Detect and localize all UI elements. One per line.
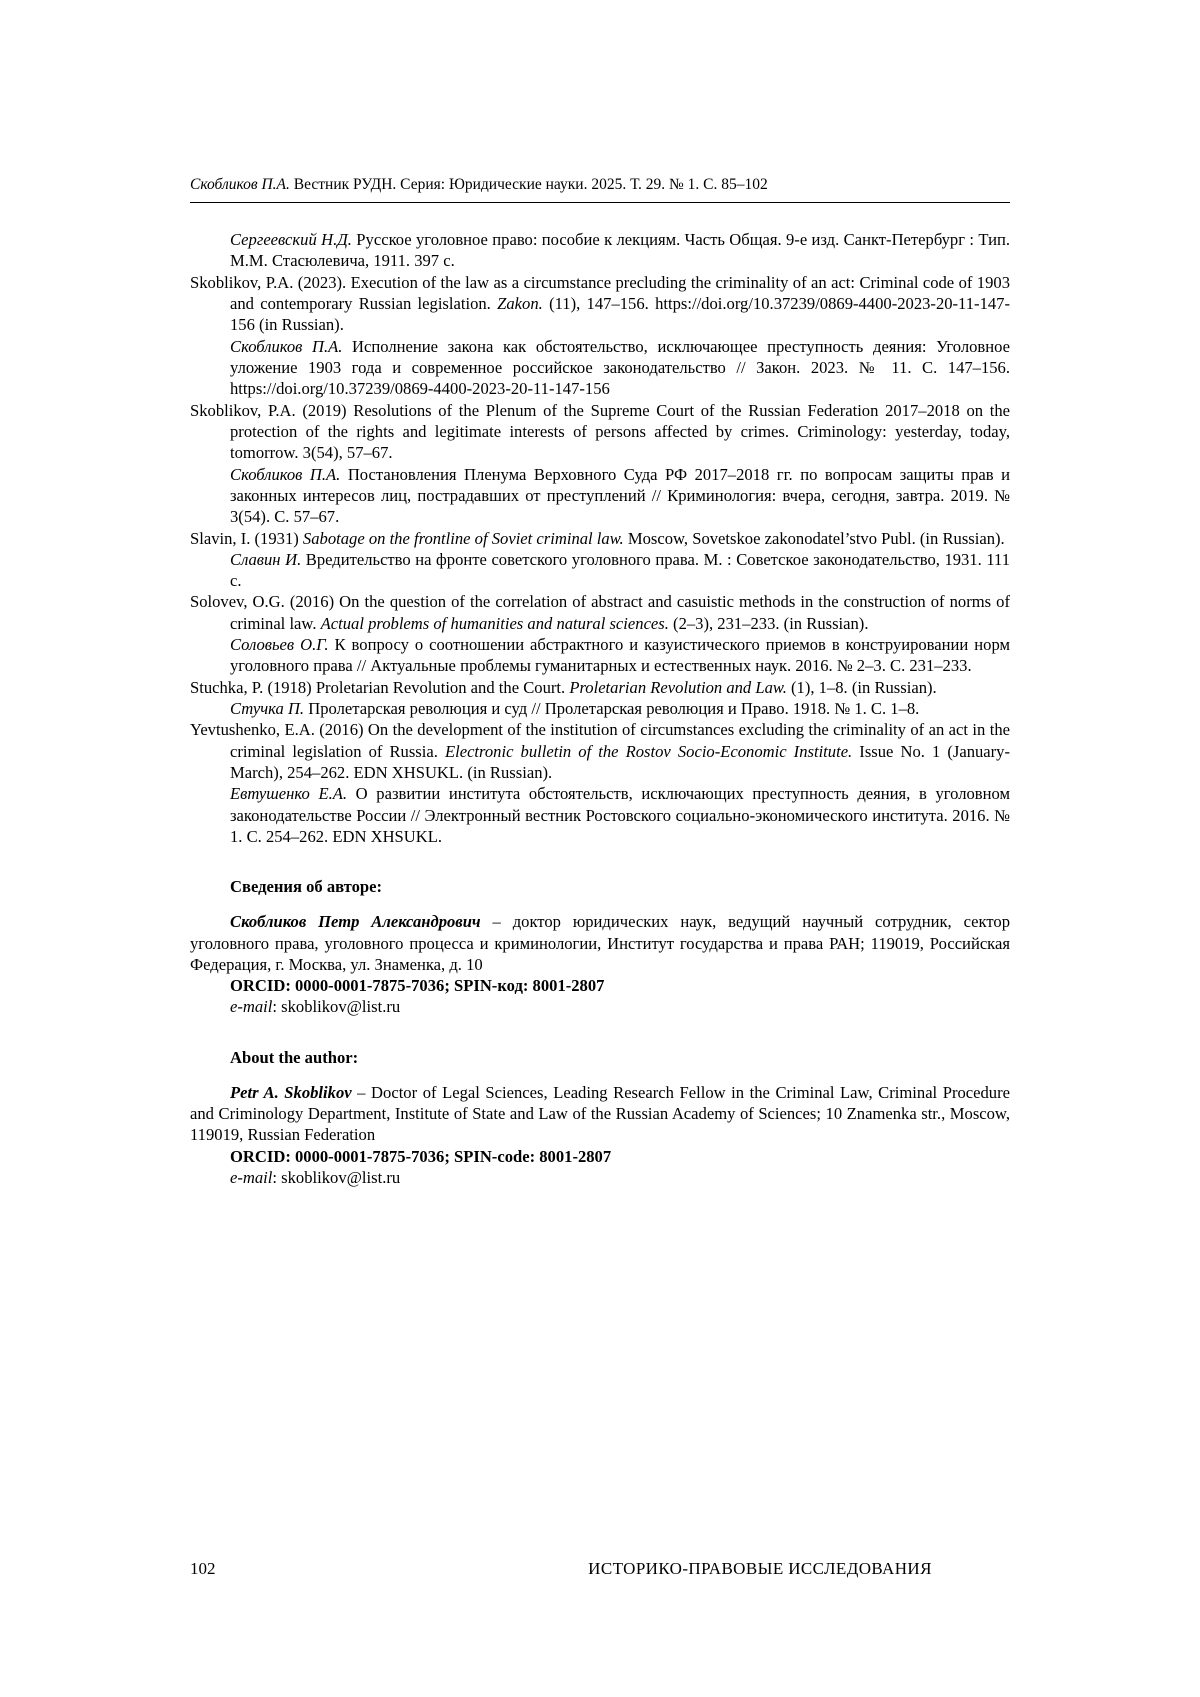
reference-item xyxy=(190,634,1010,677)
running-head-author: Скобликов П.А. xyxy=(190,176,290,193)
reference-list xyxy=(190,229,1010,847)
author-en-name: Petr A. Skoblikov xyxy=(230,1082,352,1102)
author-info-ru xyxy=(190,911,1010,1018)
reference-item xyxy=(190,783,1010,847)
reference-tail: Moscow, Sovetskoe zakonodatel’stvo Publ. (in Russian). xyxy=(623,528,1005,548)
reference-author: Стучка П. xyxy=(230,699,305,719)
author-ru-orcid: ORCID: 0000-0001-7875-7036; SPIN-код: 8001-2807 xyxy=(230,976,605,996)
author-info-en xyxy=(190,1082,1010,1189)
reference-text: К вопросу о соотношении абстрактного и казуистического приемов в конструировании норм уголовного права // Актуальные проблемы гуманитарных и естественных наук. 2016. № 2–3. С. 231–233. xyxy=(230,635,1010,676)
reference-text: Постановления Пленума Верховного Суда РФ 2017–2018 гг. по вопросам защиты прав и законных интересов лиц, пострадавших от преступлений // Криминология: вчера, сегодня, завтра. 2019. № 3(54). С. 57–67. xyxy=(230,464,1011,527)
email-value: : skoblikov@list.ru xyxy=(272,997,401,1017)
reference-item xyxy=(190,677,1010,698)
reference-source: Zakon. xyxy=(497,294,543,314)
reference-source: Actual problems of humanities and natural sciences. xyxy=(320,613,669,633)
reference-item xyxy=(190,464,1010,528)
page-footer xyxy=(190,1559,1010,1579)
reference-author: Соловьев О.Г. xyxy=(230,635,329,655)
reference-text: Вредительство на фронте советского уголовного права. М. : Советское законодательство, 1931. 111 с. xyxy=(230,549,1010,591)
author-en-description: – Doctor of Legal Sciences, Leading Research Fellow in the Criminal Law, Criminal Procedure and Criminology Department, Institute of State and Law of the Russian Academy of Sciences; 10 Znamenka str., Moscow, 119019, Russian Federation xyxy=(190,1082,1010,1145)
reference-tail: (1), 1–8. (in Russian). xyxy=(786,677,937,697)
reference-item xyxy=(190,272,1010,336)
reference-author: Скобликов П.А. xyxy=(230,464,341,484)
reference-text: Skoblikov, P.A. (2019) Resolutions of the Plenum of the Supreme Court of the Russian Federation 2017–2018 on the protection of the rights and legitimate interests of persons affected by crimes. Criminology: yesterday, today, tomorrow. 3(54), 57–67. xyxy=(190,400,1010,463)
reference-text: Stuchka, P. (1918) Proletarian Revolution and the Court. xyxy=(190,677,570,697)
reference-author: Славин И. xyxy=(230,549,302,569)
author-info-heading-en: About the author: xyxy=(230,1047,359,1067)
footer-section-title: ИСТОРИКО-ПРАВОВЫЕ ИССЛЕДОВАНИЯ xyxy=(588,1559,932,1578)
reference-source: Electronic bulletin of the Rostov Socio-Economic Institute. xyxy=(444,741,853,761)
reference-text: Skoblikov, P.A. (2023). Execution of the law as a circumstance precluding the criminality of an act: Criminal code of 1903 and contemporary Russian legislation. xyxy=(190,272,1010,314)
reference-author: Сергеевский Н.Д. xyxy=(230,230,352,250)
running-head xyxy=(190,175,1010,203)
author-ru-name: Скобликов Петр Александрович xyxy=(230,912,481,932)
page-number: 102 xyxy=(190,1559,216,1578)
reference-author: Евтушенко Е.А. xyxy=(230,784,348,804)
reference-text: Slavin, I. (1931) xyxy=(190,528,303,548)
reference-item xyxy=(190,336,1010,400)
author-en-paragraph xyxy=(190,1082,1010,1146)
reference-text: Yevtushenko, E.A. (2016) On the development of the institution of circumstances excluding the criminality of an act in the criminal legislation of Russia. xyxy=(190,720,1010,761)
reference-text: О развитии института обстоятельств, исключающих преступность деяния, в уголовном законодательстве России // Электронный вестник Ростовского социально-экономического института. 2016. № 1. С. 254–262. EDN XHSUKL. xyxy=(230,784,1010,846)
author-ru-paragraph xyxy=(190,911,1010,975)
author-ru-description: – доктор юридических наук, ведущий научный сотрудник, сектор уголовного права, уголовного процесса и криминологии, Институт государства и права РАН; 119019, Российская Федерация, г. Москва, ул. Знаменка, д. 10 xyxy=(190,912,1010,974)
author-info-heading-ru: Сведения об авторе: xyxy=(230,877,383,897)
reference-item xyxy=(190,549,1010,592)
reference-text: Русское уголовное право: пособие к лекциям. Часть Общая. 9-е изд. Санкт-Петербург : Тип. М.М. Стасюлевича, 1911. 397 с. xyxy=(230,230,1010,271)
email-value: : skoblikov@list.ru xyxy=(272,1168,401,1188)
running-head-rest: Вестник РУДН. Серия: Юридические науки. 2025. Т. 29. № 1. С. 85–102 xyxy=(289,176,768,193)
reference-tail: (2–3), 231–233. (in Russian). xyxy=(668,613,869,633)
email-label: e-mail xyxy=(230,1168,273,1188)
author-en-orcid: ORCID: 0000-0001-7875-7036; SPIN-code: 8001-2807 xyxy=(230,1146,612,1166)
reference-tail: Issue No. 1 (January-March), 254–262. EDN XHSUKL. (in Russian). xyxy=(230,741,1010,782)
reference-item xyxy=(190,719,1010,783)
author-en-email xyxy=(190,1167,1010,1188)
email-label: e-mail xyxy=(230,997,273,1017)
reference-item xyxy=(190,528,1010,549)
reference-text: Исполнение закона как обстоятельство, исключающее преступность деяния: Уголовное уложение 1903 года и современное российское законодательство // Закон. 2023. № 11. С. 147–156. https://doi.org/10.37239/0869-4400-2023-20-11-147-156 xyxy=(230,336,1010,399)
reference-item xyxy=(190,400,1010,464)
author-ru-email xyxy=(190,996,1010,1017)
reference-source: Proletarian Revolution and Law. xyxy=(569,677,787,697)
reference-text: Solovev, O.G. (2016) On the question of the correlation of abstract and casuistic methods in the construction of norms of criminal law. xyxy=(190,592,1010,633)
reference-item xyxy=(190,698,1010,719)
reference-text: Пролетарская революция и суд // Пролетарская революция и Право. 1918. № 1. С. 1–8. xyxy=(304,699,920,719)
reference-tail: (11), 147–156. https://doi.org/10.37239/0869-4400-2023-20-11-147-156 (in Russian). xyxy=(230,294,1010,335)
reference-item xyxy=(190,591,1010,634)
reference-source: Sabotage on the frontline of Soviet criminal law. xyxy=(302,528,624,548)
reference-author: Скобликов П.А. xyxy=(230,336,343,356)
reference-item xyxy=(190,229,1010,272)
